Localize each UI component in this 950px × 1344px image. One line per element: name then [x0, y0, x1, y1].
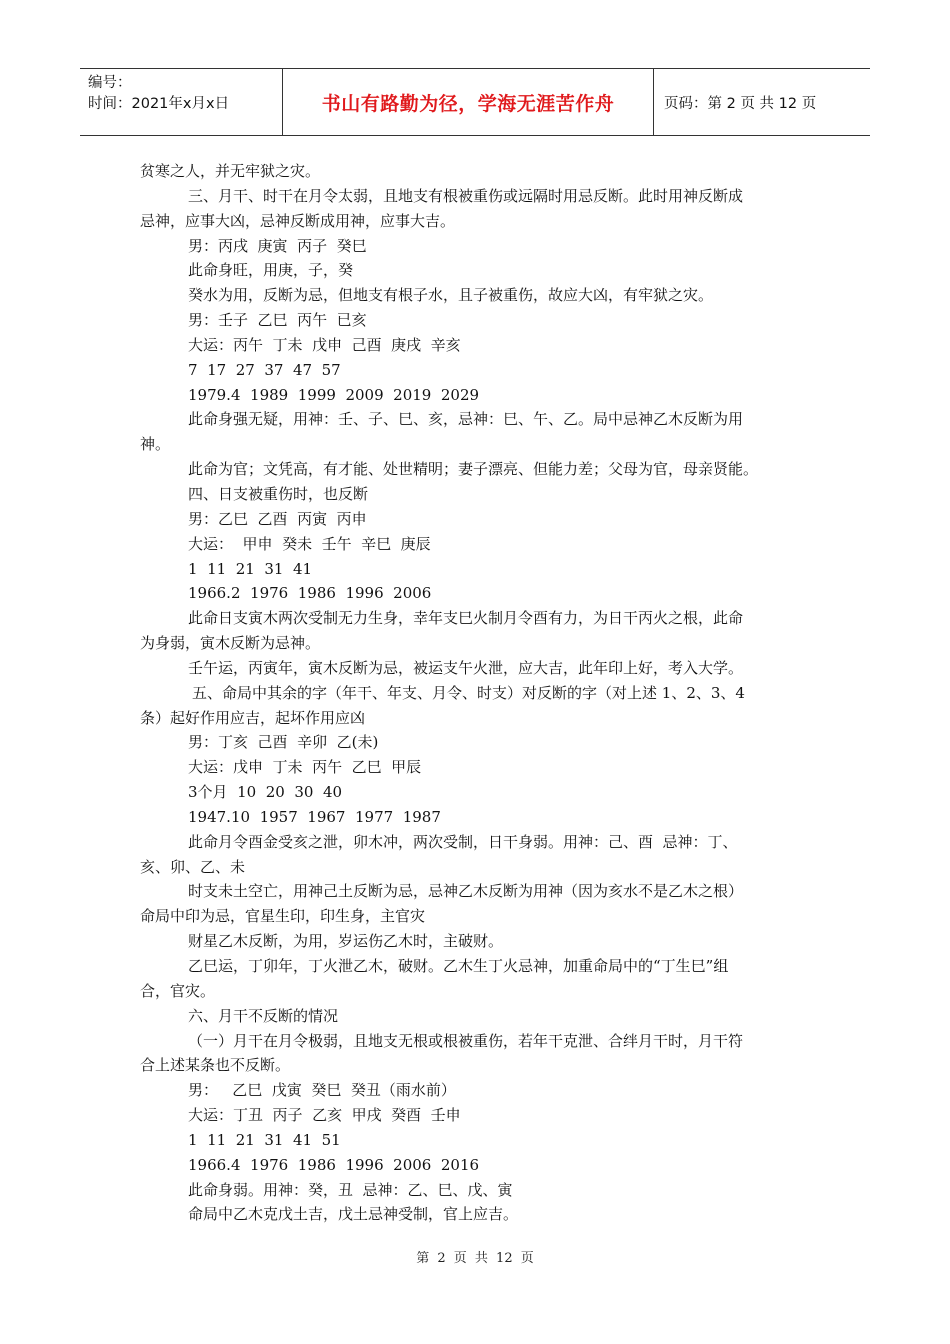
text-line: 1979.4 1989 1999 2009 2019 2029: [188, 385, 480, 404]
text-line: 大运：戊申 丁未 丙午 乙巳 甲辰: [188, 758, 422, 777]
text-line: 此命身旺，用庚，子，癸: [188, 261, 354, 280]
text-line: 大运：丁丑 丙子 乙亥 甲戌 癸酉 壬申: [188, 1106, 461, 1125]
header-meta: [80, 69, 282, 135]
text-line: 此命为官；文凭高，有才能、处世精明；妻子漂亮、但能力差；父母为官，母亲贤能。: [188, 460, 759, 479]
text-line: 三、月干、时干在月令太弱，且地支有根被重伤或远隔时用忌反断。此时用神反断成: [188, 186, 744, 205]
header-page-number: 页码：第 2 页 共 12 页: [664, 95, 817, 112]
text-line: 神。: [140, 435, 171, 454]
text-line: 男：壬子 乙巳 丙午 已亥: [188, 311, 367, 330]
text-line: 男： 乙巳 戊寅 癸巳 癸丑（雨水前）: [188, 1081, 456, 1100]
text-line: 1 11 21 31 41 51: [188, 1130, 341, 1149]
text-line: 1 11 21 31 41: [188, 559, 313, 578]
text-line: 此命身强无疑，用神：壬、子、巳、亥，忌神：巳、午、乙。局中忌神乙木反断为用: [188, 410, 744, 429]
text-line: 男：丁亥 己酉 辛卯 乙(未): [188, 733, 379, 752]
document-body: [140, 159, 815, 1227]
text-line: 六、月干不反断的情况: [188, 1006, 339, 1025]
text-line: 为身弱，寅木反断为忌神。: [140, 634, 321, 653]
text-line: 男：乙巳 乙酉 丙寅 丙申: [188, 509, 367, 528]
text-line: 命局中乙木克戊土吉，戊土忌神受制，官上应吉。: [188, 1205, 519, 1224]
header-page-cell: [654, 69, 870, 135]
text-line: 条）起好作用应吉，起坏作用应凶: [140, 708, 366, 727]
text-line: 3个月 10 20 30 40: [188, 783, 343, 802]
text-line: 命局中印为忌，官星生印，印生身，主官灾: [140, 907, 426, 926]
text-line: 癸水为用，反断为忌，但地支有根子水，且子被重伤，故应大凶，有牢狱之灾。: [188, 286, 714, 305]
text-line: （一）月干在月令极弱，且地支无根或根被重伤，若年干克泄、合绊月干时，月干符: [188, 1031, 744, 1050]
document-date-label: 时间：2021年x月x日: [88, 96, 230, 112]
text-line: 大运： 甲申 癸未 壬午 辛巳 庚辰: [188, 534, 431, 553]
text-line: 四、日支被重伤时，也反断: [188, 484, 369, 503]
text-line: 财星乙木反断，为用，岁运伤乙木时，主破财。: [188, 932, 504, 951]
text-line: 亥、卯、乙、未: [140, 857, 246, 876]
header-motto-cell: [282, 69, 654, 135]
text-line: 1966.4 1976 1986 1996 2006 2016: [188, 1155, 480, 1174]
text-line: 时支未土空亡，用神己土反断为忌，忌神乙木反断为用神（因为亥水不是乙木之根）: [188, 882, 744, 901]
text-line: 此命日支寅木两次受制无力生身，幸年支巳火制月令酉有力，为日干丙火之根，此命: [188, 609, 744, 628]
text-line: 合上述某条也不反断。: [140, 1056, 291, 1075]
text-line: 壬午运，丙寅年，寅木反断为忌，被运支午火泄，应大吉，此年印上好，考入大学。: [188, 658, 744, 677]
text-line: 此命月令酉金受亥之泄，卯木冲，两次受制，日干身弱。用神：己、酉 忌神：丁、: [188, 832, 738, 851]
text-line: 7 17 27 37 47 57: [188, 360, 341, 379]
text-line: 1966.2 1976 1986 1996 2006: [188, 584, 432, 603]
page-footer: 第 2 页 共 12 页: [416, 1251, 534, 1266]
page-header: [80, 68, 870, 136]
text-line: 乙巳运，丁卯年，丁火泄乙木，破财。乙木生丁火忌神，加重命局中的“丁生巳”组: [188, 957, 729, 975]
header-motto: 书山有路勤为径，学海无涯苦作舟: [321, 92, 615, 115]
text-line: 合，官灾。: [140, 981, 216, 1000]
text-line: 此命身弱。用神：癸，丑 忌神：乙、巳、戊、寅: [188, 1180, 513, 1199]
text-line: 1947.10 1957 1967 1977 1987: [188, 807, 441, 826]
text-line: 大运：丙午 丁未 戊申 己酉 庚戌 辛亥: [188, 335, 461, 354]
text-line: 贫寒之人，并无牢狱之灾。: [140, 162, 321, 180]
text-line: 男：丙戌 庚寅 丙子 癸巳: [188, 236, 367, 255]
document-number-label: 编号：: [88, 75, 132, 91]
text-line: 忌神，应事大凶，忌神反断成用神，应事大吉。: [140, 211, 456, 230]
text-line: 五、命局中其余的字（年干、年支、月令、时支）对反断的字（对上述 1、2、3、4: [192, 683, 745, 702]
